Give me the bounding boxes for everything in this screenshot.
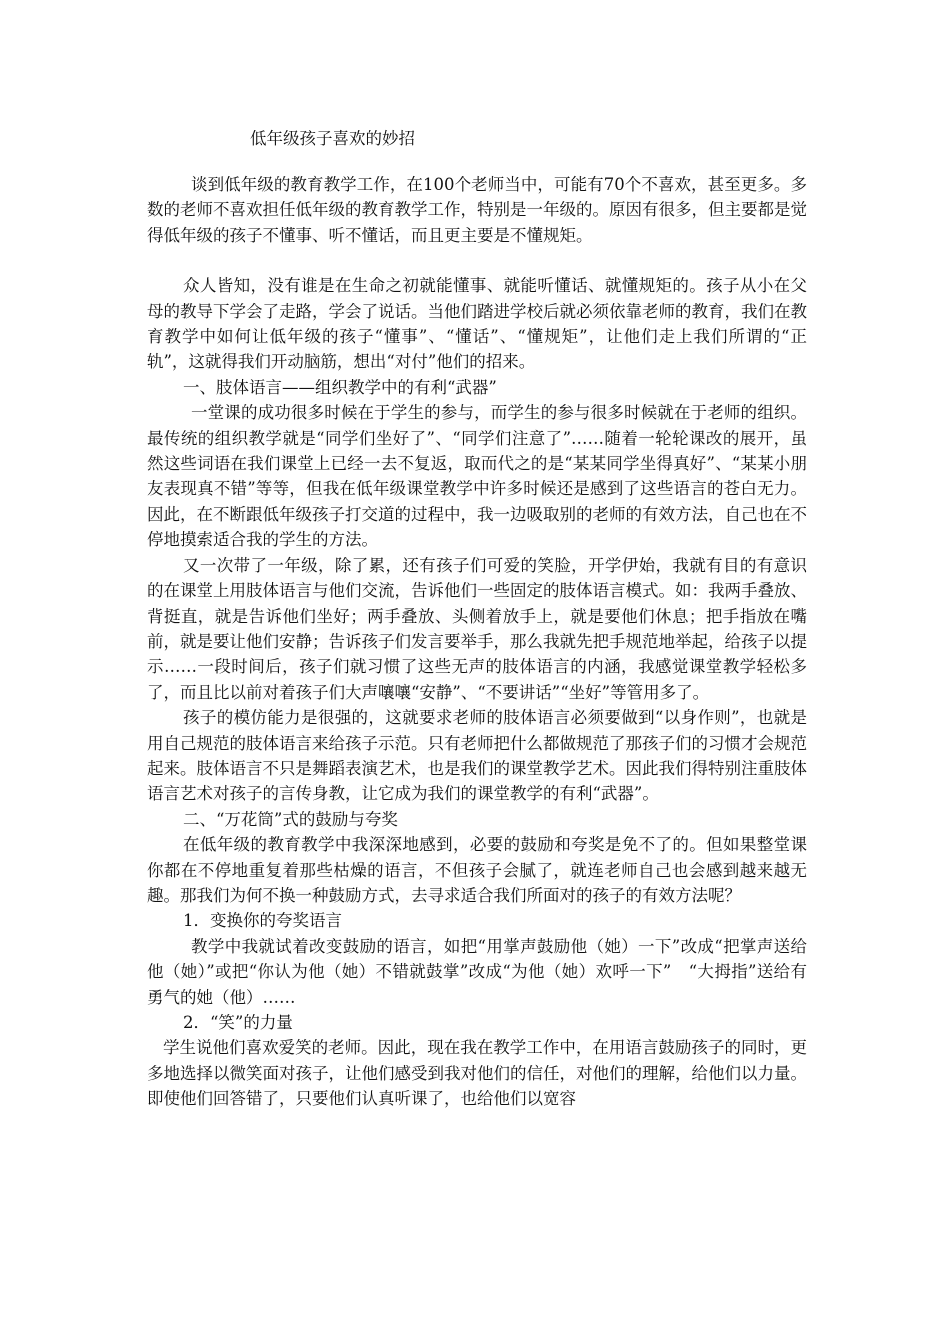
section-heading-body-language: 一、肢体语言——组织教学中的有利“武器”: [183, 377, 497, 397]
document-title: 低年级孩子喜欢的妙招: [250, 129, 415, 148]
subheading-change-praise: 1．变换你的夸奖语言: [183, 911, 342, 931]
document-body: [147, 172, 807, 1112]
paragraph-encouragement: 在低年级的教育教学中我深深地感到，必要的鼓励和夸奖是免不了的。但如果整堂课你都在不停地重复着那些枯燥的语言，不但孩子会腻了，就连老师自己也会感到越来越无趣。那我们为何不换一种鼓励方式，去寻求适合我们所面对的孩子的有效方法呢？: [147, 835, 807, 905]
paragraph-first-grade: 又一次带了一年级，除了累，还有孩子们可爱的笑脸，开学伊始，我就有目的有意识的在课堂上用肢体语言与他们交流，告诉他们一些固定的肢体语言模式。如：我两手叠放、背挺直，就是告诉他们坐好；两手叠放、头侧着放手上，就是要他们休息；把手指放在嘴前，就是要让他们安静；告诉孩子们发言要举手，那么我就先把手规范地举起，给孩子以提示……一段时间后，孩子们就习惯了这些无声的肢体语言的内涵，我感觉课堂教学轻松多了，而且比以前对着孩子们大声嚷嚷“安静”、“不要讲话”“坐好”等管用多了。: [147, 555, 807, 702]
section-heading-encouragement: 二、“万花筒”式的鼓励与夸奖: [183, 809, 398, 829]
paragraph-smile-power: 学生说他们喜欢爱笑的老师。因此，现在我在教学工作中，在用语言鼓励孩子的同时，更多地选择以微笑面对孩子，让他们感受到我对他们的信任，对他们的理解，给他们以力量。即使他们回答错了，只要他们认真听课了，也给他们以宽容: [147, 1038, 807, 1109]
paragraph-background: 众人皆知，没有谁是在生命之初就能懂事、就能听懂话、就懂规矩的。孩子从小在父母的教导下学会了走路，学会了说话。当他们踏进学校后就必须依靠老师的教育，我们在教育教学中如何让低年级的孩子“懂事”、“懂话”、“懂规矩”，让他们走上我们所谓的“正轨”，这就得我们开动脑筋，想出“对付”他们的招来。: [147, 276, 807, 372]
paragraph-change-praise: 教学中我就试着改变鼓励的语言，如把“用掌声鼓励他（她）一下”改成“把掌声送给他（她）”或把“你认为他（她）不错就鼓掌”改成“为他（她）欢呼一下” “大拇指”送给有勇气的她（他）……: [147, 936, 807, 1007]
paragraph-organization: 一堂课的成功很多时候在于学生的参与，而学生的参与很多时候就在于老师的组织。最传统的组织教学就是“同学们坐好了”、“同学们注意了”……随着一轮轮课改的展开，虽然这些词语在我们课堂上已经一去不复返，取而代之的是“某某同学坐得真好”、“某某小朋友表现真不错”等等，但我在低年级课堂教学中许多时候还是感到了这些语言的苍白无力。因此，在不断跟低年级孩子打交道的过程中，我一边吸取别的老师的有效方法，自己也在不停地摸索适合我的学生的方法。: [147, 403, 807, 550]
subheading-smile-power: 2．“笑”的力量: [183, 1013, 293, 1032]
paragraph-intro: 谈到低年级的教育教学工作，在100个老师当中，可能有70个不喜欢，甚至更多。多数的老师不喜欢担任低年级的教育教学工作，特别是一年级的。原因有很多，但主要都是觉得低年级的孩子不懂事、听不懂话，而且更主要是不懂规矩。: [147, 175, 807, 245]
paragraph-spacer: [147, 248, 807, 273]
paragraph-imitation: 孩子的模仿能力是很强的，这就要求老师的肢体语言必须要做到“以身作则”，也就是用自己规范的肢体语言来给孩子示范。只有老师把什么都做规范了那孩子们的习惯才会规范起来。肢体语言不只是舞蹈表演艺术，也是我们的课堂教学艺术。因此我们得特别注重肢体语言艺术对孩子的言传身教，让它成为我们的课堂教学的有利“武器”。: [147, 708, 807, 804]
